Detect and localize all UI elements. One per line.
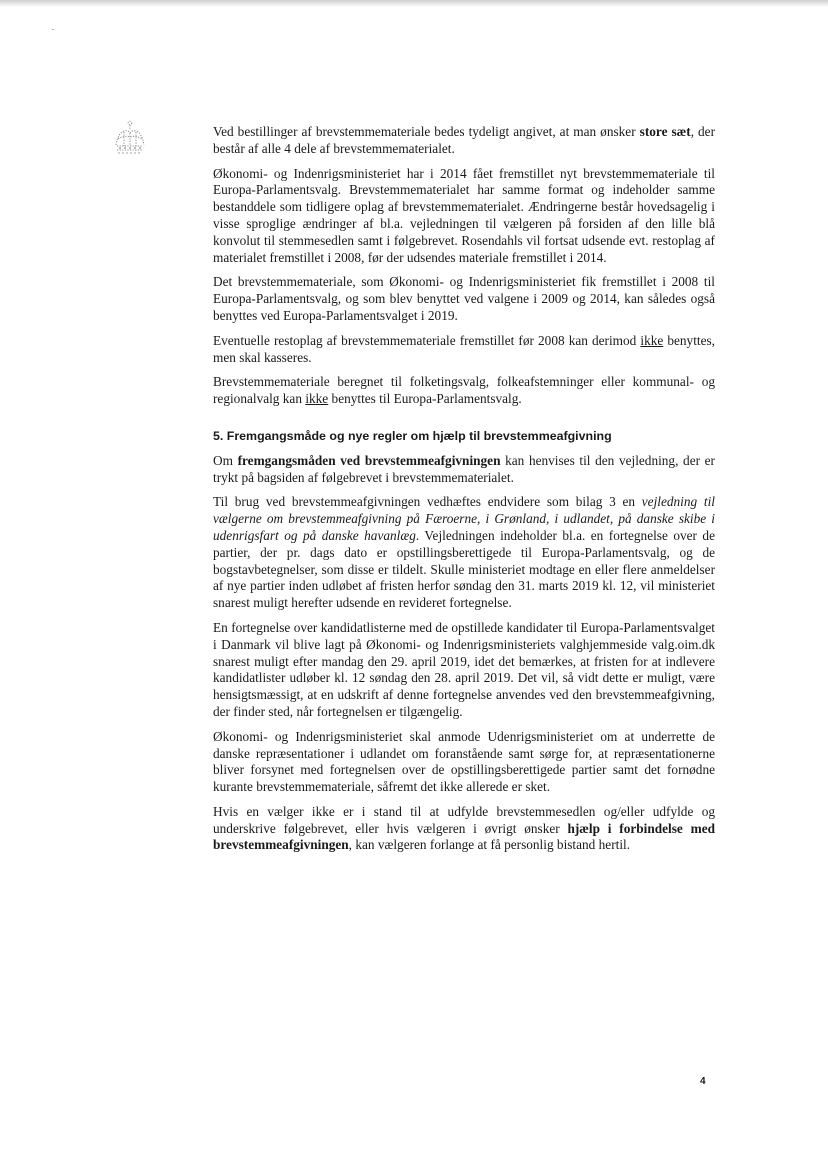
- paragraph-text: benyttes, men skal kasseres.: [213, 332, 715, 365]
- paragraph-text: Til brug ved brevstemmeafgivningen vedhæftes endvidere som bilag 3 en: [213, 494, 642, 510]
- paragraph-material-2008: Det brevstemmemateriale, som Økonomi- og Indenrigsministeriet fik fremstillet i 2008 til Europa-Parlamentsvalg, og som blev benyttet ved valgene i 2009 og 2014, kan således også benyttes ved Europa-Parlamentsvalget i 2019.: [213, 274, 715, 323]
- guide-title: vejledning til vælgerne om brevstemmeafgivning på Færoerne, i Grønland, i udlandet, på danske skibe i udenrigsfart og på danske havanlæg: [213, 494, 715, 543]
- paragraph-procedure: [213, 453, 715, 487]
- paragraph-candidate-lists: En fortegnelse over kandidatlisterne med de opstillede kandidater til Europa-Parlamentsvalget i Danmark vil blive lagt på Økonomi- og Indenrigsministeriets valghjemmeside valg.oim.dk snarest muligt efter mandag den 29. april 2019, idet det bemærkes, at fristen for at indlevere kandidatlister udløber kl. 12 søndag den 28. april 2019. Det vil, så vidt dette er muligt, være hensigtsmæssigt, at en udskrift af denne fortegnelse anvendes ved den brevstemmeafgivning, der finder sted, når fortegnelsen er tilgængelig.: [213, 619, 715, 719]
- scan-edge: [0, 0, 828, 7]
- paragraph-text: Om: [213, 452, 238, 468]
- paragraph-text: benyttes til Europa-Parlamentsvalg.: [328, 391, 522, 407]
- emphasis-assistance: hjælp i forbindelse med brevstemmeafgivningen: [213, 820, 715, 853]
- crown-icon: [110, 119, 150, 159]
- paragraph-guide-attachment: [213, 494, 715, 612]
- paragraph-old-stock: [213, 333, 715, 367]
- underlined-word: ikke: [640, 332, 664, 348]
- paragraph-foreign-ministry: Økonomi- og Indenrigsministeriet skal anmode Udenrigsministeriet om at underrette de danske repræsentationer i udlandet om foranstående samt sørge for, at repræsentationerne bliver forsynet med fortegnelsen over de opstillingsberettigede partier samt det fornødne kurante brevstemmemateriale, såfremt det ikke allerede er sket.: [213, 728, 715, 795]
- letter-body: [213, 124, 715, 862]
- paragraph-text: kan henvises til den vejledning, der er trykt på bagsiden af følgebrevet i brevstemmematerialet.: [213, 452, 715, 485]
- paragraph-text: . Vejledningen indeholder bl.a. en fortegnelse over de partier, der pr. dags dato er opstillingsberettigede til Europa-Parlamentsvalg, og de bogstavbetegnelser, som disse er tildelt. Skulle ministeriet modtage en eller flere anmeldelser af nye partier inden udløbet af fristen herfor søndag den 31. marts 2019 kl. 12, vil ministeriet snarest muligt herefter udsende en revideret fortegnelse.: [213, 527, 715, 611]
- section-heading: 5. Fremgangsmåde og nye regler om hjælp til brevstemmeafgivning: [213, 428, 612, 443]
- emphasis-procedure: fremgangsmåden ved brevstemmeafgivningen: [237, 452, 501, 468]
- underlined-word: ikke: [305, 391, 329, 407]
- paragraph-other-elections: [213, 374, 715, 408]
- paragraph-order-instructions: [213, 124, 715, 158]
- paragraph-text: , kan vælgeren forlange at få personlig bistand hertil.: [348, 837, 631, 853]
- paragraph-text: Brevstemmemateriale beregnet til folketingsvalg, folkeafstemninger eller kommunal- og regionalvalg kan: [213, 374, 715, 407]
- paragraph-new-material-2014: Økonomi- og Indenrigsministeriet har i 2014 fået fremstillet nyt brevstemmemateriale til Europa-Parlamentsvalg. Brevstemmematerialet har samme format og indeholder samme bestanddele som tidligere oplag af brevstemmematerialet. Ændringerne består hovedsagelig i visse sproglige ændringer af bl.a. vejledningen til vælgeren på forsiden af den lille blå konvolut til stemmesedlen samt i følgebrevet. Rosendahls vil fortsat udsende evt. restoplag af materialet fremstillet i 2008, før der udsendes materiale fremstillet i 2014.: [213, 165, 715, 265]
- emphasis-large-sets: store sæt: [639, 124, 691, 139]
- paragraph-text: Ved bestillinger af brevstemmemateriale bedes tydeligt angivet, at man ønsker: [213, 124, 640, 139]
- paragraph-text: Eventuelle restoplag af brevstemmemateriale fremstillet før 2008 kan derimod: [213, 332, 641, 348]
- paragraph-text: Hvis en vælger ikke er i stand til at udfylde brevstemmesedlen og/eller udfylde og underskrive følgebrevet, eller hvis vælgeren i øvrigt ønsker: [213, 803, 715, 836]
- paragraph-text: , der består af alle 4 dele af brevstemmematerialet.: [213, 124, 715, 156]
- paragraph-personal-assistance: [213, 804, 715, 854]
- scan-speck: [52, 29, 54, 30]
- page-number: 4: [700, 1076, 706, 1087]
